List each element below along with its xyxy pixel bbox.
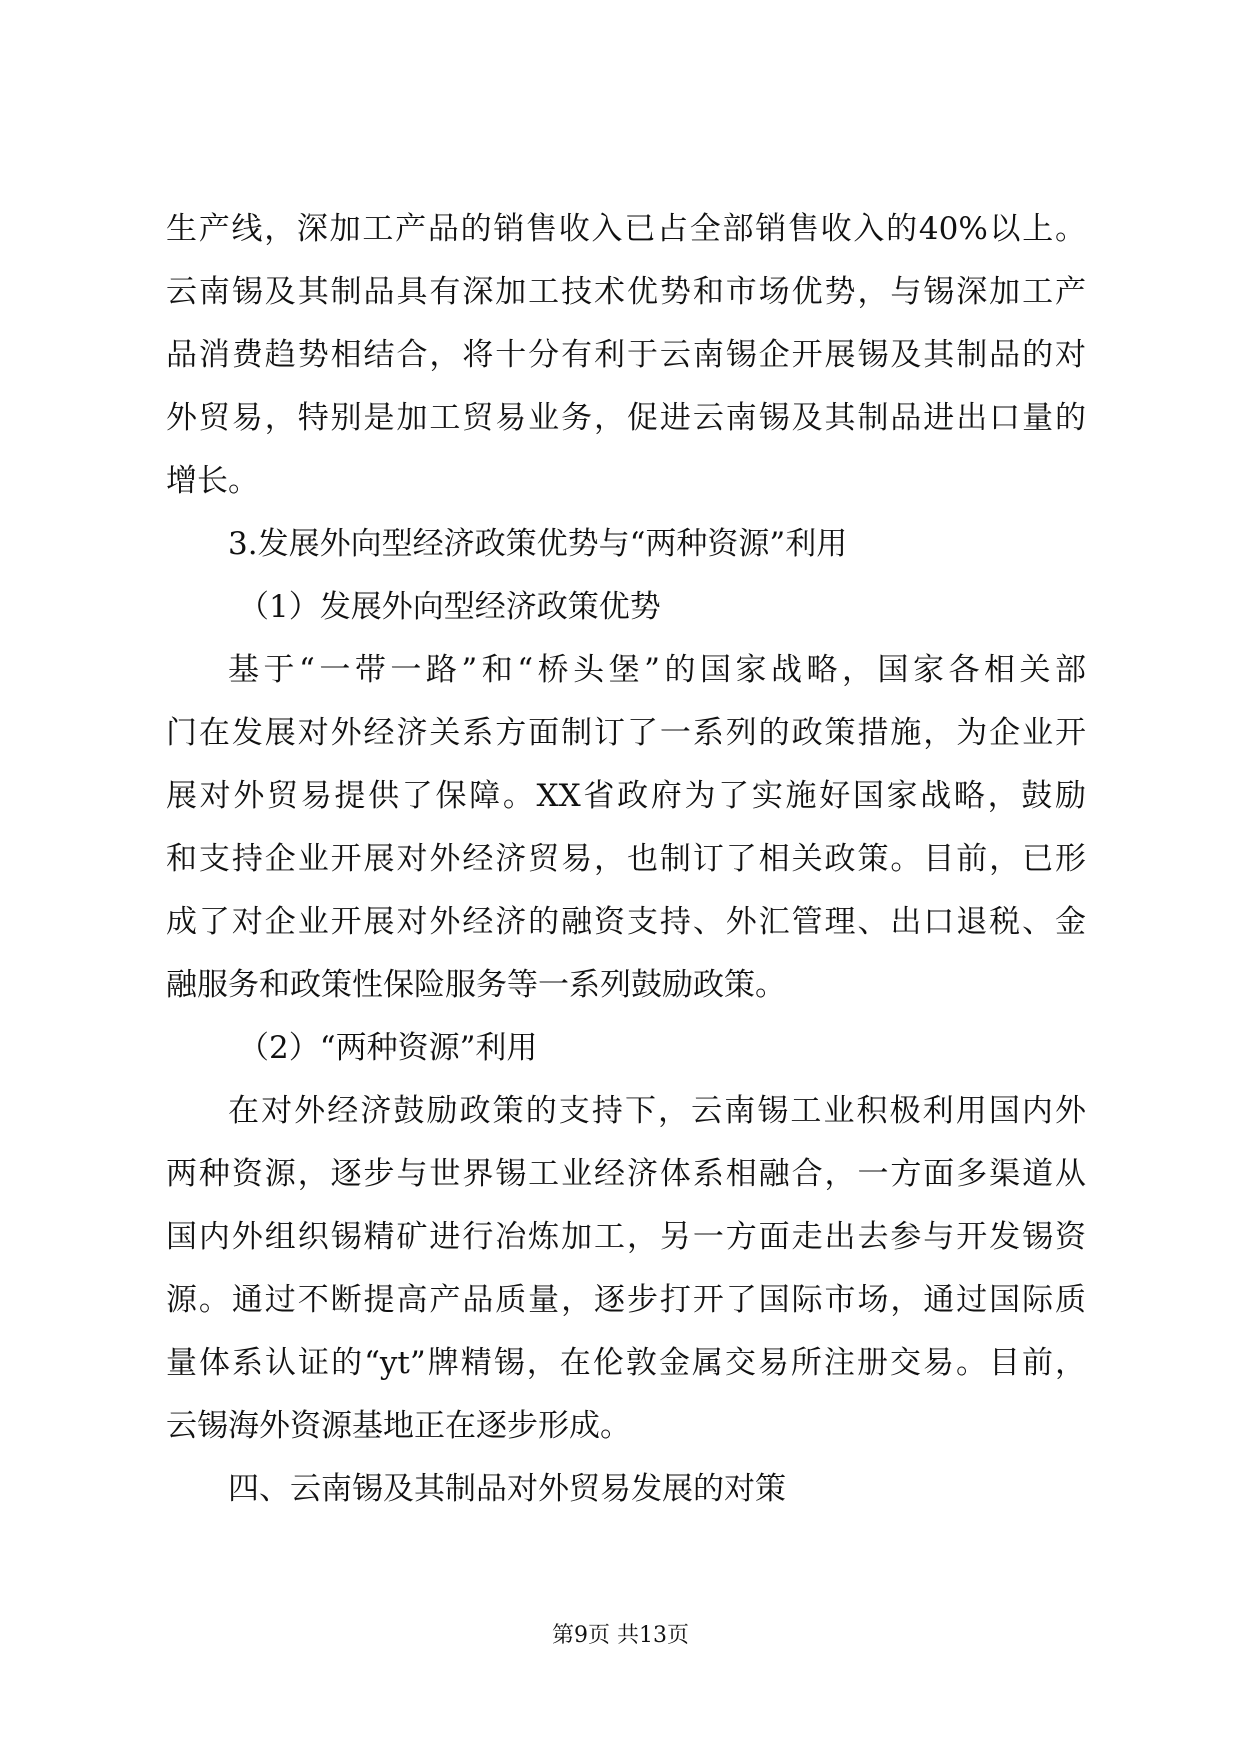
text-line: 在对外经济鼓励政策的支持下，云南锡工业积极利用国内外 <box>228 1093 1086 1129</box>
section-heading: 3.发展外向型经济政策优势与“两种资源”利用 <box>228 526 848 562</box>
chapter-heading: 四、云南锡及其制品对外贸易发展的对策 <box>228 1471 786 1507</box>
text-line: 品消费趋势相结合，将十分有利于云南锡企开展锡及其制品的对 <box>166 337 1086 373</box>
text-line: 源。通过不断提高产品质量，逐步打开了国际市场，通过国际质 <box>166 1282 1086 1318</box>
text-line: 生产线，深加工产品的销售收入已占全部销售收入的40%以上。 <box>166 211 1086 247</box>
text-line: 云南锡及其制品具有深加工技术优势和市场优势，与锡深加工产 <box>166 274 1086 310</box>
document-body <box>166 198 1086 1521</box>
text-line: 外贸易，特别是加工贸易业务，促进云南锡及其制品进出口量的 <box>166 400 1086 436</box>
text-line: 云锡海外资源基地正在逐步形成。 <box>166 1408 631 1444</box>
text-line: 量体系认证的“yt”牌精锡，在伦敦金属交易所注册交易。目前， <box>166 1345 1086 1381</box>
subsection-heading: （2）“两种资源”利用 <box>238 1030 538 1066</box>
page-footer: 第9页 共13页 <box>552 1623 689 1648</box>
subsection-heading: （1）发展外向型经济政策优势 <box>238 589 661 625</box>
text-line: 增长。 <box>166 463 259 499</box>
text-line: 成了对企业开展对外经济的融资支持、外汇管理、出口退税、金 <box>166 904 1086 940</box>
text-line: 两种资源，逐步与世界锡工业经济体系相融合，一方面多渠道从 <box>166 1156 1086 1192</box>
text-line: 和支持企业开展对外经济贸易，也制订了相关政策。目前，已形 <box>166 841 1086 877</box>
text-line: 门在发展对外经济关系方面制订了一系列的政策措施，为企业开 <box>166 715 1086 751</box>
text-line: 国内外组织锡精矿进行冶炼加工，另一方面走出去参与开发锡资 <box>166 1219 1086 1255</box>
text-line: 基于“一带一路”和“桥头堡”的国家战略，国家各相关部 <box>228 652 1086 688</box>
text-line: 融服务和政策性保险服务等一系列鼓励政策。 <box>166 967 786 1003</box>
text-line: 展对外贸易提供了保障。XX省政府为了实施好国家战略，鼓励 <box>166 778 1086 814</box>
